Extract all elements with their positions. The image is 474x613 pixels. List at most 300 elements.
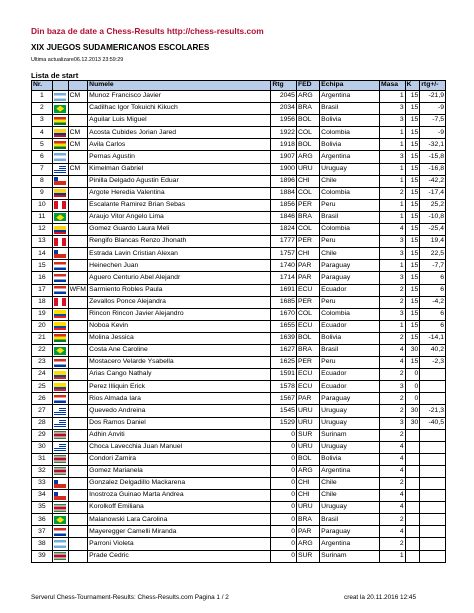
cell-k-factor: 15 [405, 115, 420, 127]
cell-federation: CHI [296, 248, 319, 260]
cell-k-factor [405, 526, 420, 538]
flag-col-icon [54, 189, 66, 197]
footer-server-text: Serverul Chess-Tournament-Results: Chess-Results.com Pagina 1 / 2 [31, 594, 229, 601]
table-row [32, 224, 446, 236]
cell-title [68, 332, 88, 344]
cell-nr: 2 [32, 103, 53, 115]
flag-sur-icon [54, 431, 66, 439]
cell-team: Bolivia [320, 139, 380, 151]
cell-rating-change: -25,4 [420, 224, 446, 236]
cell-flag [52, 224, 68, 236]
cell-title: CM [68, 139, 88, 151]
cell-title [68, 357, 88, 369]
flag-per-icon [54, 201, 66, 209]
cell-team: Paraguay [320, 526, 380, 538]
cell-player-name: Sarmiento Robles Paula [88, 284, 271, 296]
cell-board: 1 [380, 127, 406, 139]
cell-board: 3 [380, 417, 406, 429]
table-row [32, 332, 446, 344]
cell-federation: ARG [296, 465, 319, 477]
flag-chi-icon [54, 480, 66, 488]
table-row [32, 284, 446, 296]
cell-k-factor: 30 [405, 405, 420, 417]
cell-flag [52, 538, 68, 550]
cell-rating: 2034 [271, 103, 297, 115]
cell-player-name: Parroni Violeta [88, 538, 271, 550]
cell-board: 3 [380, 248, 406, 260]
cell-federation: URU [296, 417, 319, 429]
cell-board: 1 [380, 199, 406, 211]
cell-team: Ecuador [320, 381, 380, 393]
cell-rating-change: -10,8 [420, 211, 446, 223]
cell-k-factor: 15 [405, 357, 420, 369]
tournament-title: XIX JUEGOS SUDAMERICANOS ESCOLARES [31, 43, 210, 52]
cell-rating-change: 40,2 [420, 344, 446, 356]
cell-title [68, 393, 88, 405]
cell-board: 4 [380, 441, 406, 453]
cell-nr: 5 [32, 139, 53, 151]
cell-team: Surinam [320, 550, 380, 562]
flag-ecu-icon [54, 371, 66, 379]
cell-k-factor: 15 [405, 236, 420, 248]
cell-k-factor: 15 [405, 248, 420, 260]
cell-board: 4 [380, 490, 406, 502]
cell-flag [52, 502, 68, 514]
cell-federation: ARG [296, 91, 319, 103]
flag-uru-icon [54, 407, 66, 415]
cell-flag [52, 115, 68, 127]
cell-team: Argentina [320, 151, 380, 163]
cell-team: Chile [320, 478, 380, 490]
cell-nr: 32 [32, 465, 53, 477]
cell-team: Uruguay [320, 163, 380, 175]
cell-board: 2 [380, 478, 406, 490]
chess-results-link[interactable]: Din baza de date a Chess-Results http://chess-results.com [31, 26, 264, 36]
cell-board: 4 [380, 502, 406, 514]
cell-rating-change: 6 [420, 272, 446, 284]
cell-federation: BRA [296, 344, 319, 356]
cell-player-name: Arias Cango Nathaly [88, 369, 271, 381]
cell-nr: 24 [32, 369, 53, 381]
cell-rating: 0 [271, 490, 297, 502]
cell-player-name: Condori Zamira [88, 453, 271, 465]
cell-title [68, 272, 88, 284]
cell-federation: BOL [296, 115, 319, 127]
cell-rating-change: 22,5 [420, 248, 446, 260]
cell-team: Chile [320, 248, 380, 260]
table-row [32, 381, 446, 393]
table-row [32, 453, 446, 465]
cell-federation: BOL [296, 332, 319, 344]
table-row [32, 369, 446, 381]
cell-title [68, 453, 88, 465]
cell-k-factor [405, 429, 420, 441]
col-header-rtg-change: rtg+/- [420, 81, 446, 91]
cell-flag [52, 393, 68, 405]
cell-rating: 1740 [271, 260, 297, 272]
cell-nr: 30 [32, 441, 53, 453]
cell-player-name: Gomez Marianela [88, 465, 271, 477]
cell-title: CM [68, 163, 88, 175]
cell-title [68, 502, 88, 514]
table-row [32, 127, 446, 139]
table-row [32, 151, 446, 163]
col-header-rtg: Rtg [271, 81, 297, 91]
cell-player-name: Noboa Kevin [88, 320, 271, 332]
cell-rating: 1922 [271, 127, 297, 139]
cell-k-factor [405, 514, 420, 526]
cell-title [68, 465, 88, 477]
cell-k-factor: 15 [405, 224, 420, 236]
cell-rating-change [420, 538, 446, 550]
flag-bra-icon [54, 213, 66, 221]
flag-uru-icon [54, 419, 66, 427]
cell-player-name: Dos Ramos Daniel [88, 417, 271, 429]
cell-federation: COL [296, 224, 319, 236]
cell-k-factor: 30 [405, 344, 420, 356]
cell-board: 3 [380, 103, 406, 115]
flag-uru-icon [54, 443, 66, 451]
cell-flag [52, 248, 68, 260]
cell-player-name: Korolkoff Emiliana [88, 502, 271, 514]
cell-nr: 6 [32, 151, 53, 163]
flag-bol-icon [54, 141, 66, 149]
cell-rating: 0 [271, 478, 297, 490]
flag-par-icon [54, 395, 66, 403]
cell-k-factor: 15 [405, 103, 420, 115]
cell-rating: 1625 [271, 357, 297, 369]
flag-chi-icon [54, 250, 66, 258]
cell-nr: 29 [32, 429, 53, 441]
cell-team: Chile [320, 490, 380, 502]
cell-board: 1 [380, 550, 406, 562]
cell-rating: 1824 [271, 224, 297, 236]
cell-nr: 36 [32, 514, 53, 526]
cell-board: 2 [380, 284, 406, 296]
cell-board: 4 [380, 453, 406, 465]
cell-team: Paraguay [320, 260, 380, 272]
cell-board: 1 [380, 320, 406, 332]
cell-board: 3 [380, 308, 406, 320]
cell-flag [52, 441, 68, 453]
cell-k-factor: 15 [405, 139, 420, 151]
cell-flag [52, 139, 68, 151]
table-row [32, 272, 446, 284]
cell-rating: 1545 [271, 405, 297, 417]
col-header-k: K [405, 81, 420, 91]
cell-title [68, 369, 88, 381]
cell-rating-change: -7,5 [420, 115, 446, 127]
table-header-row [32, 81, 446, 91]
cell-rating-change: -42,2 [420, 175, 446, 187]
cell-k-factor [405, 550, 420, 562]
cell-federation: ECU [296, 381, 319, 393]
cell-k-factor: 15 [405, 272, 420, 284]
cell-player-name: Cadilhac Igor Tokuichi Kikuch [88, 103, 271, 115]
cell-team: Peru [320, 199, 380, 211]
cell-k-factor: 15 [405, 308, 420, 320]
cell-rating-change [420, 478, 446, 490]
cell-board: 2 [380, 369, 406, 381]
cell-k-factor: 15 [405, 91, 420, 103]
cell-rating: 1856 [271, 199, 297, 211]
cell-rating: 1714 [271, 272, 297, 284]
flag-chi-icon [54, 177, 66, 185]
cell-nr: 4 [32, 127, 53, 139]
cell-federation: PAR [296, 393, 319, 405]
cell-team: Surinam [320, 429, 380, 441]
col-header-title [68, 81, 88, 91]
cell-k-factor: 15 [405, 175, 420, 187]
table-row [32, 163, 446, 175]
cell-k-factor [405, 465, 420, 477]
cell-player-name: Molina Jessica [88, 332, 271, 344]
cell-federation: BOL [296, 139, 319, 151]
cell-federation: PER [296, 357, 319, 369]
cell-rating-change [420, 381, 446, 393]
cell-rating-change: -2,3 [420, 357, 446, 369]
cell-rating: 1529 [271, 417, 297, 429]
cell-title [68, 199, 88, 211]
table-row [32, 490, 446, 502]
table-row [32, 357, 446, 369]
cell-rating-change [420, 429, 446, 441]
cell-federation: ECU [296, 369, 319, 381]
cell-rating: 1757 [271, 248, 297, 260]
table-row [32, 187, 446, 199]
cell-player-name: Rios Almada Iara [88, 393, 271, 405]
table-row [32, 550, 446, 562]
cell-flag [52, 369, 68, 381]
cell-title [68, 429, 88, 441]
cell-player-name: Argote Heredia Valentina [88, 187, 271, 199]
cell-rating: 0 [271, 441, 297, 453]
cell-player-name: Inostroza Guinao Marta Andrea [88, 490, 271, 502]
flag-par-icon [54, 262, 66, 270]
flag-sur-icon [54, 467, 66, 475]
cell-player-name: Heinechen Juan [88, 260, 271, 272]
cell-rating: 1884 [271, 187, 297, 199]
cell-flag [52, 417, 68, 429]
cell-nr: 21 [32, 332, 53, 344]
cell-flag [52, 381, 68, 393]
cell-nr: 34 [32, 490, 53, 502]
cell-flag [52, 332, 68, 344]
cell-k-factor: 15 [405, 260, 420, 272]
cell-k-factor [405, 478, 420, 490]
cell-federation: URU [296, 163, 319, 175]
cell-rating-change: -4,2 [420, 296, 446, 308]
cell-player-name: Estrada Lavin Cristian Alexan [88, 248, 271, 260]
flag-bra-icon [54, 105, 66, 113]
table-row [32, 441, 446, 453]
cell-board: 4 [380, 357, 406, 369]
cell-board: 1 [380, 163, 406, 175]
cell-federation: CHI [296, 490, 319, 502]
cell-team: Colombia [320, 224, 380, 236]
cell-k-factor [405, 502, 420, 514]
cell-team: Colombia [320, 187, 380, 199]
cell-team: Ecuador [320, 284, 380, 296]
list-title: Lista de start [31, 71, 79, 80]
cell-player-name: Perez Illiquin Erick [88, 381, 271, 393]
cell-federation: PAR [296, 526, 319, 538]
cell-title [68, 381, 88, 393]
cell-nr: 16 [32, 272, 53, 284]
cell-title [68, 344, 88, 356]
cell-flag [52, 465, 68, 477]
cell-rating-change: -16,8 [420, 163, 446, 175]
cell-board: 2 [380, 332, 406, 344]
cell-flag [52, 187, 68, 199]
cell-k-factor [405, 538, 420, 550]
cell-player-name: Gomez Guardo Laura Meli [88, 224, 271, 236]
cell-title [68, 320, 88, 332]
cell-board: 1 [380, 260, 406, 272]
table-row [32, 320, 446, 332]
cell-team: Brasil [320, 103, 380, 115]
cell-federation: CHI [296, 478, 319, 490]
table-row [32, 465, 446, 477]
flag-sur-icon [54, 455, 66, 463]
cell-rating-change [420, 490, 446, 502]
cell-rating: 1777 [271, 236, 297, 248]
cell-k-factor: 0 [405, 369, 420, 381]
flag-col-icon [54, 129, 66, 137]
cell-rating: 0 [271, 429, 297, 441]
cell-rating: 0 [271, 538, 297, 550]
cell-k-factor [405, 453, 420, 465]
cell-nr: 9 [32, 187, 53, 199]
cell-rating: 1900 [271, 163, 297, 175]
cell-rating-change [420, 369, 446, 381]
cell-flag [52, 151, 68, 163]
cell-federation: URU [296, 405, 319, 417]
cell-nr: 8 [32, 175, 53, 187]
cell-federation: ARG [296, 538, 319, 550]
cell-board: 2 [380, 296, 406, 308]
cell-flag [52, 272, 68, 284]
table-row [32, 405, 446, 417]
flag-sur-icon [54, 504, 66, 512]
col-header-fed: FED [296, 81, 319, 91]
cell-flag [52, 163, 68, 175]
cell-federation: SUR [296, 429, 319, 441]
cell-flag [52, 550, 68, 562]
cell-federation: BRA [296, 103, 319, 115]
flag-par-icon [54, 528, 66, 536]
cell-rating-change: 19,4 [420, 236, 446, 248]
cell-rating: 1907 [271, 151, 297, 163]
cell-rating: 1655 [271, 320, 297, 332]
cell-nr: 35 [32, 502, 53, 514]
cell-rating: 1578 [271, 381, 297, 393]
cell-team: Argentina [320, 538, 380, 550]
cell-flag [52, 526, 68, 538]
cell-nr: 31 [32, 453, 53, 465]
cell-team: Colombia [320, 308, 380, 320]
cell-flag [52, 175, 68, 187]
cell-flag [52, 514, 68, 526]
cell-flag [52, 320, 68, 332]
cell-player-name: Acosta Cubides Jorian Jared [88, 127, 271, 139]
cell-federation: COL [296, 308, 319, 320]
cell-nr: 18 [32, 296, 53, 308]
cell-rating: 1896 [271, 175, 297, 187]
cell-board: 2 [380, 514, 406, 526]
table-row [32, 115, 446, 127]
cell-player-name: Escalante Ramirez Brian Sebas [88, 199, 271, 211]
cell-rating: 1685 [271, 296, 297, 308]
cell-nr: 7 [32, 163, 53, 175]
cell-team: Ecuador [320, 320, 380, 332]
cell-nr: 19 [32, 308, 53, 320]
cell-rating: 1691 [271, 284, 297, 296]
cell-rating: 0 [271, 526, 297, 538]
start-list-table [31, 80, 446, 563]
cell-board: 2 [380, 538, 406, 550]
cell-rating: 1918 [271, 139, 297, 151]
cell-nr: 11 [32, 211, 53, 223]
cell-player-name: Adhin Anviti [88, 429, 271, 441]
cell-flag [52, 357, 68, 369]
cell-title [68, 151, 88, 163]
cell-flag [52, 429, 68, 441]
cell-k-factor: 30 [405, 417, 420, 429]
cell-team: Peru [320, 296, 380, 308]
cell-nr: 3 [32, 115, 53, 127]
cell-player-name: Gonzalez Delgadillo Mackarena [88, 478, 271, 490]
cell-player-name: Avila Carlos [88, 139, 271, 151]
table-row [32, 538, 446, 550]
cell-rating: 0 [271, 502, 297, 514]
table-row [32, 478, 446, 490]
cell-player-name: Costa Ane Caroline [88, 344, 271, 356]
cell-player-name: Araujo Vitor Angelo Lima [88, 211, 271, 223]
cell-flag [52, 478, 68, 490]
flag-arg-icon [54, 540, 66, 548]
cell-rating-change [420, 526, 446, 538]
footer-created-text: creat la 20.11.2016 12:45 [344, 594, 417, 601]
cell-rating: 1591 [271, 369, 297, 381]
flag-ecu-icon [54, 322, 66, 330]
cell-board: 3 [380, 115, 406, 127]
cell-team: Brasil [320, 344, 380, 356]
cell-federation: ECU [296, 320, 319, 332]
cell-rating-change: -32,1 [420, 139, 446, 151]
cell-title [68, 490, 88, 502]
cell-rating-change: -21,9 [420, 91, 446, 103]
cell-federation: BRA [296, 514, 319, 526]
cell-player-name: Choca Lavecchia Juan Manuel [88, 441, 271, 453]
cell-rating: 0 [271, 550, 297, 562]
cell-team: Bolivia [320, 332, 380, 344]
cell-title [68, 260, 88, 272]
cell-nr: 39 [32, 550, 53, 562]
cell-team: Brasil [320, 514, 380, 526]
cell-title [68, 441, 88, 453]
cell-k-factor: 15 [405, 163, 420, 175]
table-row [32, 199, 446, 211]
flag-ecu-icon [54, 383, 66, 391]
cell-nr: 28 [32, 417, 53, 429]
cell-title [68, 248, 88, 260]
table-row [32, 526, 446, 538]
cell-player-name: Aguilar Luis Miguel [88, 115, 271, 127]
table-row [32, 260, 446, 272]
cell-rating-change [420, 550, 446, 562]
cell-board: 2 [380, 405, 406, 417]
